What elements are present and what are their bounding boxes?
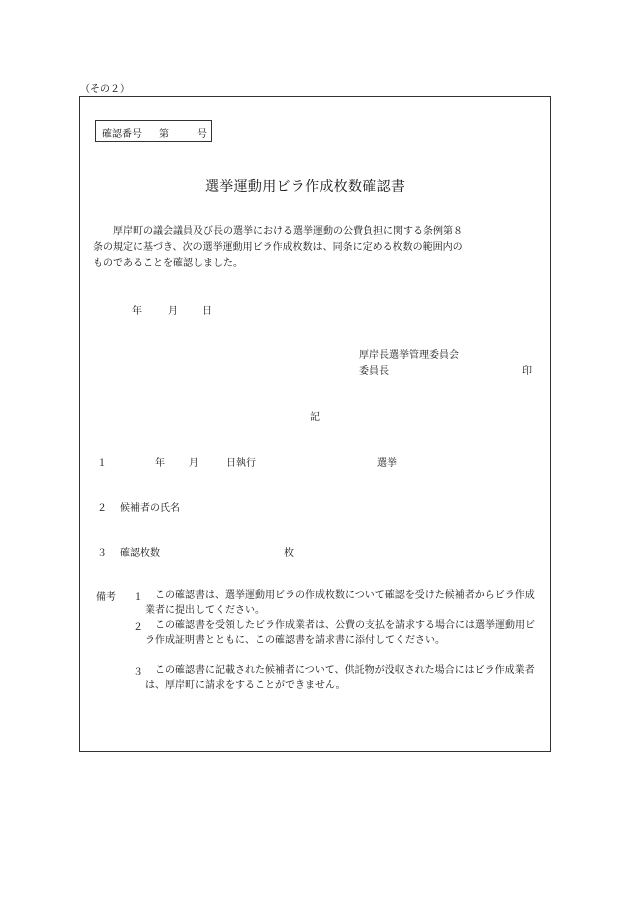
document-title: 選挙運動用ビラ作成枚数確認書 [205,179,406,195]
item2-number: ２ [97,503,107,514]
body-line-2: 条の規定に基づき、次の選挙運動用ビラ作成枚数は、同条に定める枚数の範囲内の [93,242,463,253]
ki-heading: 記 [310,412,320,423]
committee-chair: 委員長 [359,366,389,377]
date-day: 日 [202,306,212,317]
form-number-label: （その２） [80,84,130,95]
notes-heading: 備考 [96,592,116,603]
confirmation-number-box [95,120,212,142]
confirmation-number-label: 確認番号 [102,129,142,140]
body-line-3: ものであることを確認しました。 [93,258,243,269]
item2-label: 候補者の氏名 [120,503,180,514]
note-3-text: この確認書に記載された候補者について、供託物が没収された場合にはビラ作成業者は、厚岸町に請求をすることができません。 [145,665,535,691]
confirmation-number-dai: 第 [159,129,169,140]
committee-name: 厚岸長選挙管理委員会 [359,350,459,361]
date-month: 月 [168,306,178,317]
item3-number: ３ [97,548,107,559]
body-line-1: 厚岸町の議会議員及び長の選挙における選挙運動の公費負担に関する条例第８ [103,226,463,237]
seal-mark: 印 [522,366,532,377]
item1-election: 選挙 [377,458,397,469]
date-year: 年 [132,306,142,317]
note-2-number: ２ [133,622,143,633]
item1-month: 月 [189,458,199,469]
item1-number: １ [97,458,107,469]
confirmation-number-go: 号 [197,129,207,140]
item3-label: 確認枚数 [120,548,160,559]
note-1-number: １ [133,592,143,603]
item3-unit: 枚 [284,548,294,559]
body-paragraph [93,224,535,272]
note-3-number: ３ [133,667,143,678]
item1-year: 年 [155,458,165,469]
item1-day-exec: 日執行 [226,458,256,469]
note-1-text: この確認書は、選挙運動用ビラの作成枚数について確認を受けた候補者からビラ作成業者に提出してください。 [145,590,535,616]
note-2-text: この確認書を受領したビラ作成業者は、公費の支払を請求する場合には選挙運動用ビラ作成証明書とともに、この確認書を請求書に添付してください。 [145,620,535,646]
